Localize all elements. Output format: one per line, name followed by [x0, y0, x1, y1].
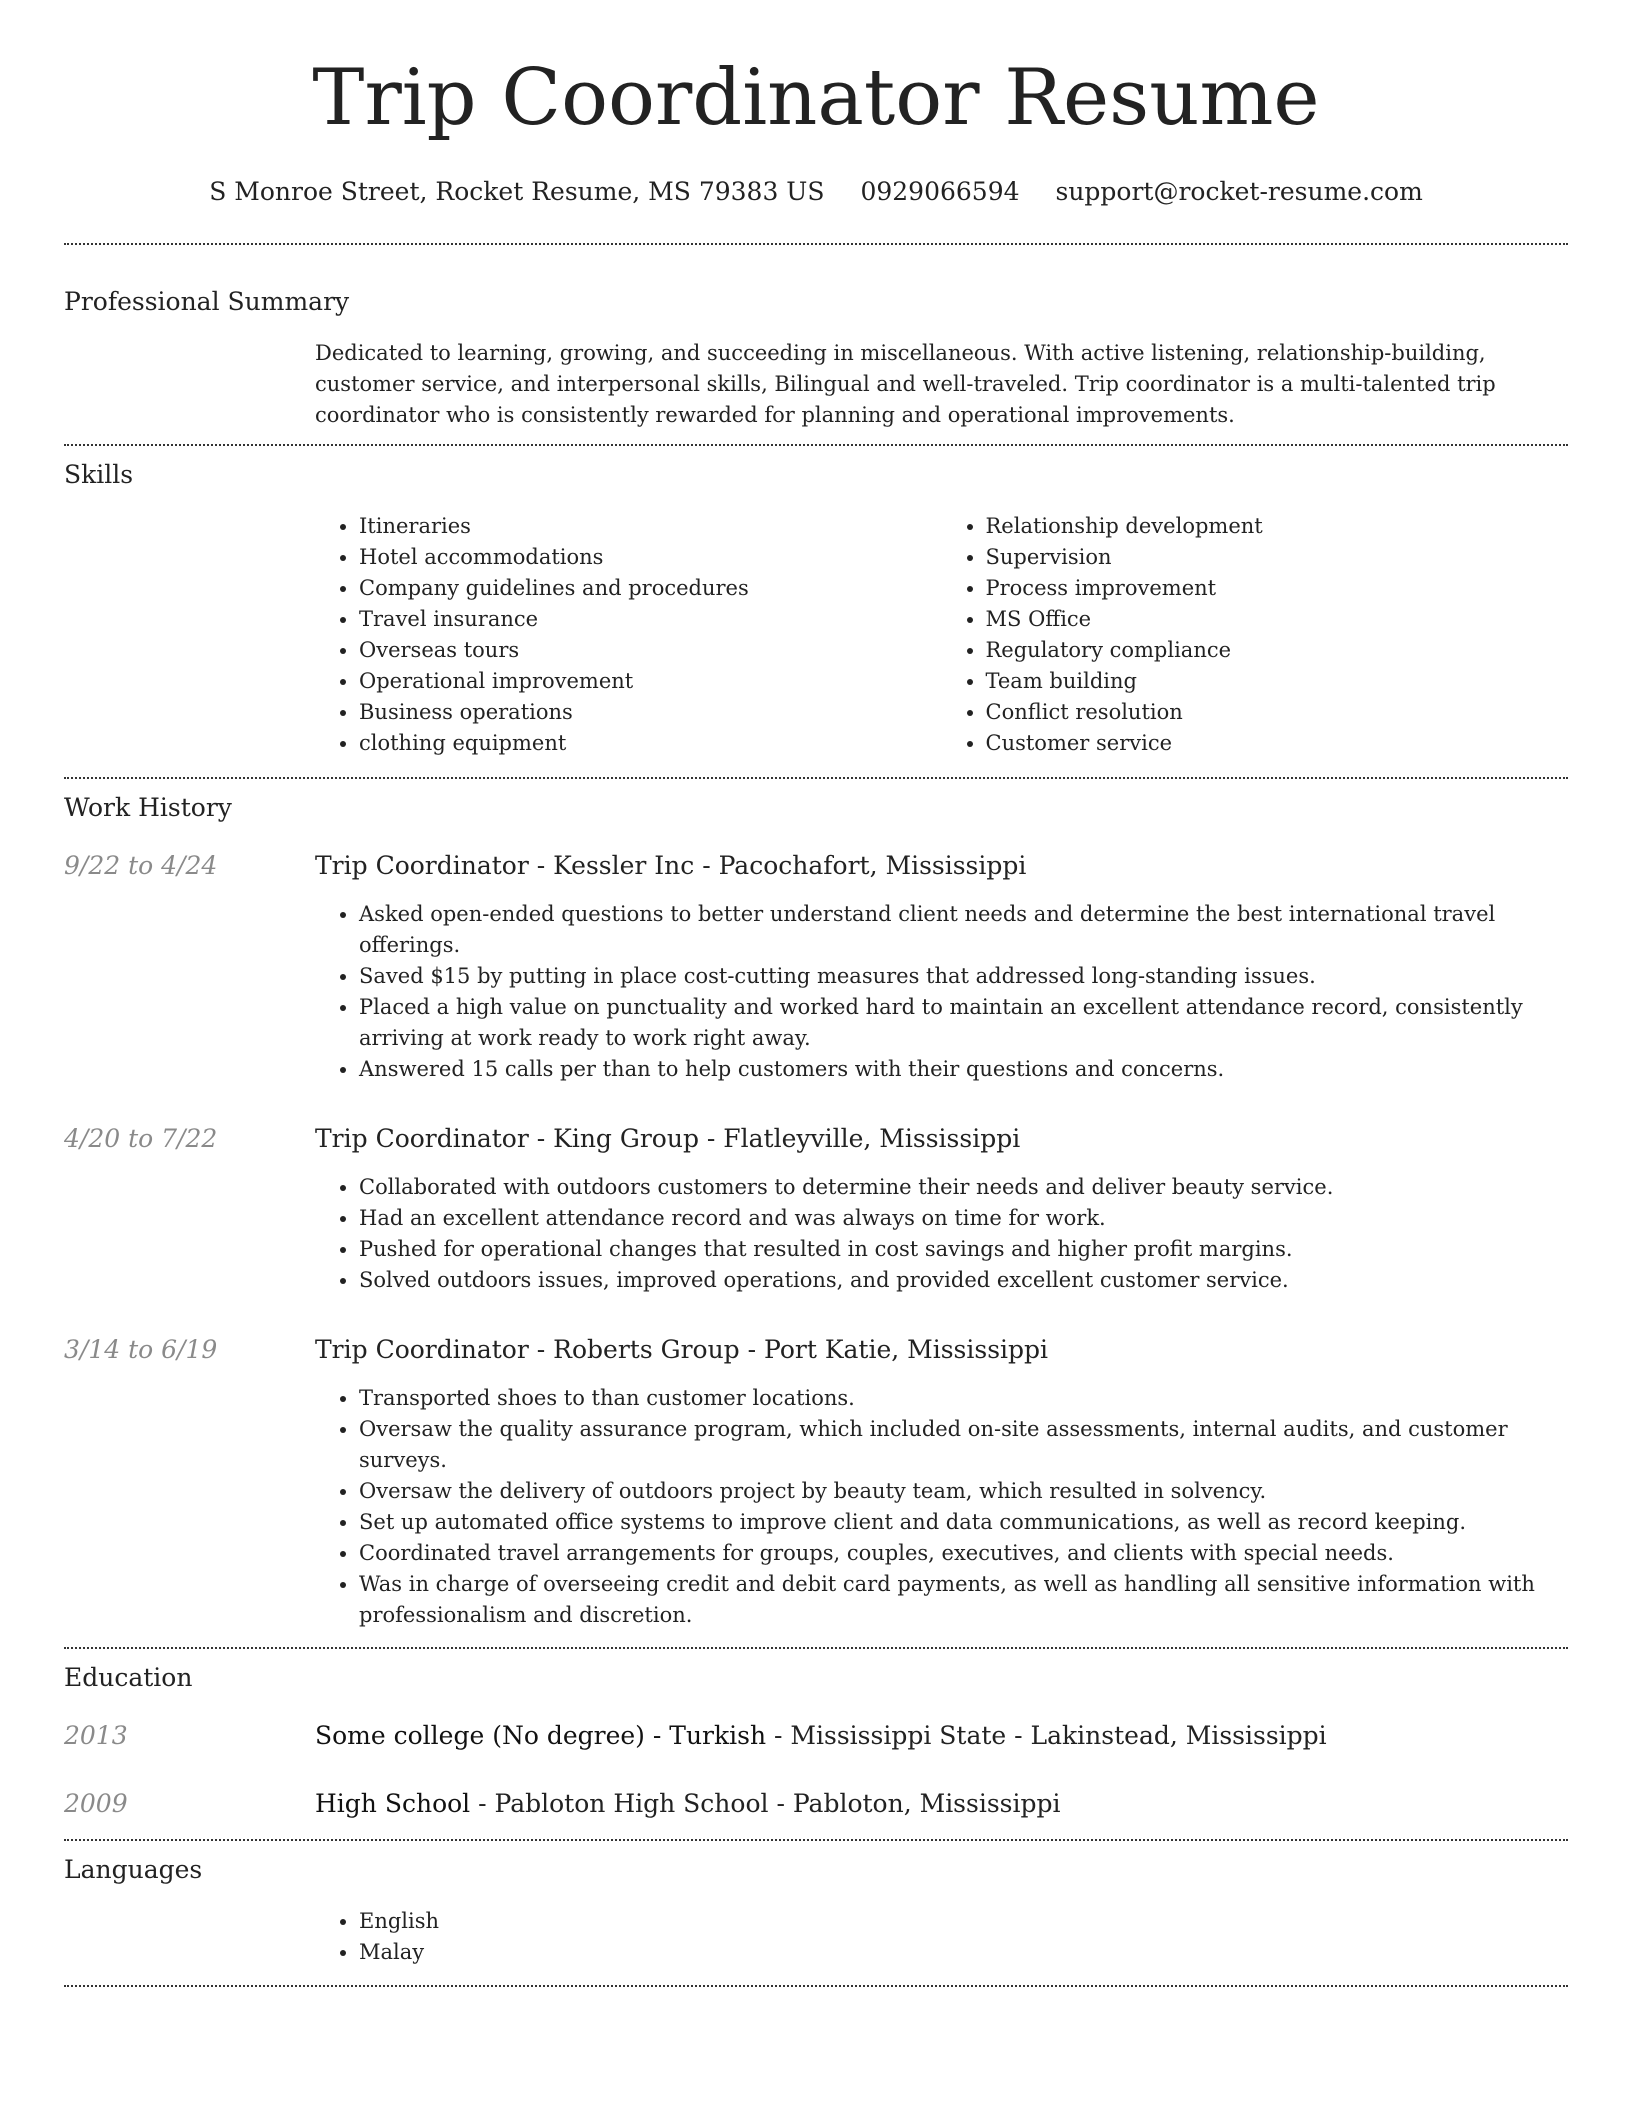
job-bullet: • Asked open-ended questions to better understand client needs and determine the best international travel offerings.: [359, 899, 1568, 961]
skills-list-right: [942, 511, 1569, 759]
resume-page: [64, 0, 1568, 1987]
education-year: 2013: [64, 1721, 128, 1750]
section-divider: [64, 1647, 1568, 1649]
job-bullet: • Had an excellent attendance record and was always on time for work.: [359, 1203, 1568, 1234]
contact-email: support@rocket-resume.com: [1055, 177, 1423, 206]
skill-item: • Process improvement: [986, 573, 1569, 604]
education-school: - Pabloton High School - Pabloton, Mississippi: [470, 1789, 1061, 1818]
education-detail: [315, 1719, 1327, 1753]
skills-section: [64, 458, 1568, 759]
section-divider: [64, 777, 1568, 779]
education-entry: [64, 1787, 1568, 1821]
skill-item: • Customer service: [986, 728, 1569, 759]
skill-item: • Business operations: [359, 697, 942, 728]
skill-item: • Company guidelines and procedures: [359, 573, 942, 604]
summary-heading: Professional Summary: [64, 287, 350, 316]
education-entry: [64, 1719, 1568, 1753]
languages-section: [64, 1853, 1568, 1968]
job-entry: [64, 1333, 1568, 1631]
skill-item: • Hotel accommodations: [359, 542, 942, 573]
job-dates: 3/14 to 6/19: [64, 1335, 218, 1364]
skill-item: • Team building: [986, 666, 1569, 697]
job-bullet: • Oversaw the delivery of outdoors project by beauty team, which resulted in solvency.: [359, 1476, 1568, 1507]
skill-item: • Relationship development: [986, 511, 1569, 542]
job-bullet: • Collaborated with outdoors customers to determine their needs and deliver beauty service.: [359, 1172, 1568, 1203]
skills-grid: [315, 511, 1568, 759]
job-bullet: • Answered 15 calls per than to help customers with their questions and concerns.: [359, 1054, 1568, 1085]
contact-line: [64, 172, 1568, 212]
job-body: [315, 849, 1568, 1085]
job-bullet: • Saved $15 by putting in place cost-cutting measures that addressed long-standing issues.: [359, 961, 1568, 992]
education-detail: [315, 1787, 1061, 1821]
job-bullet: • Solved outdoors issues, improved operations, and provided excellent customer service.: [359, 1265, 1568, 1296]
resume-title: Trip Coordinator Resume: [312, 53, 1320, 143]
education-degree: Some college (No degree) - Turkish: [315, 1721, 767, 1750]
skill-item: • Overseas tours: [359, 635, 942, 666]
job-bullet: • Was in charge of overseeing credit and debit card payments, as well as handling all sensitive information with professionalism and discretion.: [359, 1569, 1568, 1631]
languages-body: [315, 1906, 1568, 1968]
section-divider: [64, 1839, 1568, 1841]
section-divider: [64, 243, 1568, 245]
language-item: • Malay: [359, 1937, 1568, 1968]
summary-section: [64, 285, 1568, 431]
skill-item: • Travel insurance: [359, 604, 942, 635]
contact-address: S Monroe Street, Rocket Resume, MS 79383 US: [209, 177, 825, 206]
job-bullet: • Placed a high value on punctuality and worked hard to maintain an excellent attendance record, consistently arriving at work ready to work right away.: [359, 992, 1568, 1054]
education-section: [64, 1661, 1568, 1821]
work-history-heading: Work History: [64, 793, 232, 822]
job-bullet: • Transported shoes to than customer locations.: [359, 1383, 1568, 1414]
section-divider: [64, 1985, 1568, 1987]
job-bullet: • Oversaw the quality assurance program, which included on-site assessments, internal audits, and customer surveys.: [359, 1414, 1568, 1476]
job-title: Trip Coordinator - Kessler Inc - Pacochafort, Mississippi: [315, 851, 1027, 880]
job-bullets: [315, 899, 1568, 1085]
language-item: • English: [359, 1906, 1568, 1937]
languages-list: [315, 1906, 1568, 1968]
education-heading: Education: [64, 1663, 193, 1692]
job-bullet: • Set up automated office systems to improve client and data communications, as well as record keeping.: [359, 1507, 1568, 1538]
education-year: 2009: [64, 1789, 128, 1818]
work-history-section: [64, 791, 1568, 1631]
job-title: Trip Coordinator - Roberts Group - Port Katie, Mississippi: [315, 1335, 1049, 1364]
job-bullet: • Pushed for operational changes that resulted in cost savings and higher profit margins.: [359, 1234, 1568, 1265]
job-body: [315, 1333, 1568, 1631]
skills-heading: Skills: [64, 460, 134, 489]
section-divider: [64, 444, 1568, 446]
skill-item: • Conflict resolution: [986, 697, 1569, 728]
job-dates: 4/20 to 7/22: [64, 1124, 218, 1153]
job-body: [315, 1122, 1568, 1296]
skills-list-left: [315, 511, 942, 759]
skill-item: • Operational improvement: [359, 666, 942, 697]
job-bullets: [315, 1172, 1568, 1296]
job-entry: [64, 1122, 1568, 1296]
contact-phone: 0929066594: [860, 177, 1020, 206]
job-bullets: [315, 1383, 1568, 1631]
job-dates: 9/22 to 4/24: [64, 851, 218, 880]
languages-heading: Languages: [64, 1855, 203, 1884]
job-title: Trip Coordinator - King Group - Flatleyville, Mississippi: [315, 1124, 1021, 1153]
skill-item: • clothing equipment: [359, 728, 942, 759]
summary-text: Dedicated to learning, growing, and succeeding in miscellaneous. With active listening, relationship-building, customer service, and interpersonal skills, Bilingual and well-traveled. Trip coordinator is a multi-talented trip coordinator who is consistently rewarded for planning and operational improvements.: [315, 341, 1496, 427]
education-school: - Mississippi State - Lakinstead, Mississippi: [766, 1721, 1327, 1750]
skill-item: • Supervision: [986, 542, 1569, 573]
education-degree: High School: [315, 1789, 471, 1818]
job-bullet: • Coordinated travel arrangements for groups, couples, executives, and clients with special needs.: [359, 1538, 1568, 1569]
skill-item: • Regulatory compliance: [986, 635, 1569, 666]
skill-item: • Itineraries: [359, 511, 942, 542]
job-entry: [64, 849, 1568, 1085]
skill-item: • MS Office: [986, 604, 1569, 635]
